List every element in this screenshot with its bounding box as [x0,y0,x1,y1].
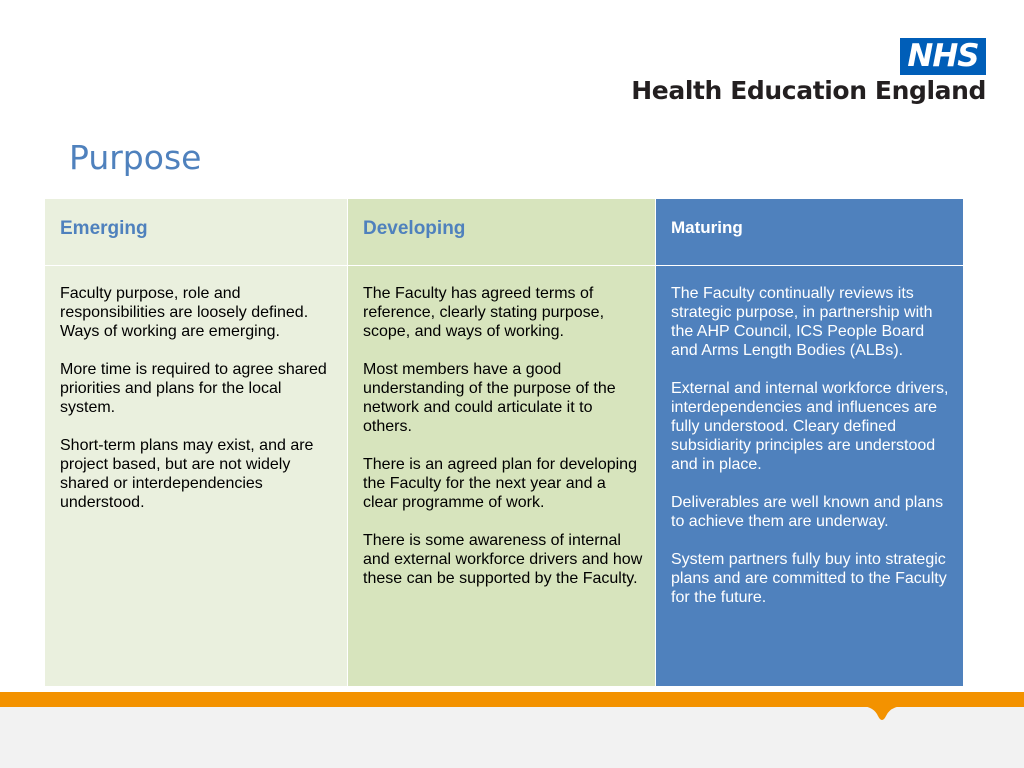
header-maturing [655,199,963,266]
page-title: Purpose [69,138,202,177]
body-developing [347,266,655,686]
paragraph: There is an agreed plan for developing the Faculty for the next year and a clear programme of work. [363,456,637,511]
paragraph: The Faculty has agreed terms of reference, clearly stating purpose, scope, and ways of working. [363,285,605,340]
maturity-table [45,199,963,686]
paragraph: There is some awareness of internal and external workforce drivers and how these can be supported by the Faculty. [363,532,643,587]
body-maturing [655,266,963,686]
footer-notch-shape [862,706,902,724]
footer-orange-band [0,692,1024,707]
body-emerging [45,266,347,686]
paragraph: Most members have a good understanding of the purpose of the network and could articulate it to others. [363,361,616,435]
header-developing [347,199,655,266]
paragraph: System partners fully buy into strategic plans and are committed to the Faculty for the future. [671,551,947,606]
nhs-logo: NHS [900,38,986,75]
column-heading: Maturing [671,218,743,237]
column-heading: Developing [363,218,466,239]
paragraph: Deliverables are well known and plans to achieve them are underway. [671,494,944,530]
organisation-name: Health Education England [631,76,986,105]
paragraph: More time is required to agree shared priorities and plans for the local system. [60,361,327,416]
paragraph: Faculty purpose, role and responsibilities are loosely defined. Ways of working are emerging. [60,285,309,340]
column-heading: Emerging [60,218,148,239]
paragraph: Short-term plans may exist, and are project based, but are not widely shared or interdependencies understood. [60,437,314,511]
paragraph: The Faculty continually reviews its strategic purpose, in partnership with the AHP Council, ICS People Board and Arms Length Bodies (ALBs). [671,285,933,359]
paragraph: External and internal workforce drivers, interdependencies and influences are fully understood. Cleary defined subsidiarity principles are understood and in place. [671,380,949,473]
hee-logo [626,38,986,118]
header-emerging [45,199,347,266]
